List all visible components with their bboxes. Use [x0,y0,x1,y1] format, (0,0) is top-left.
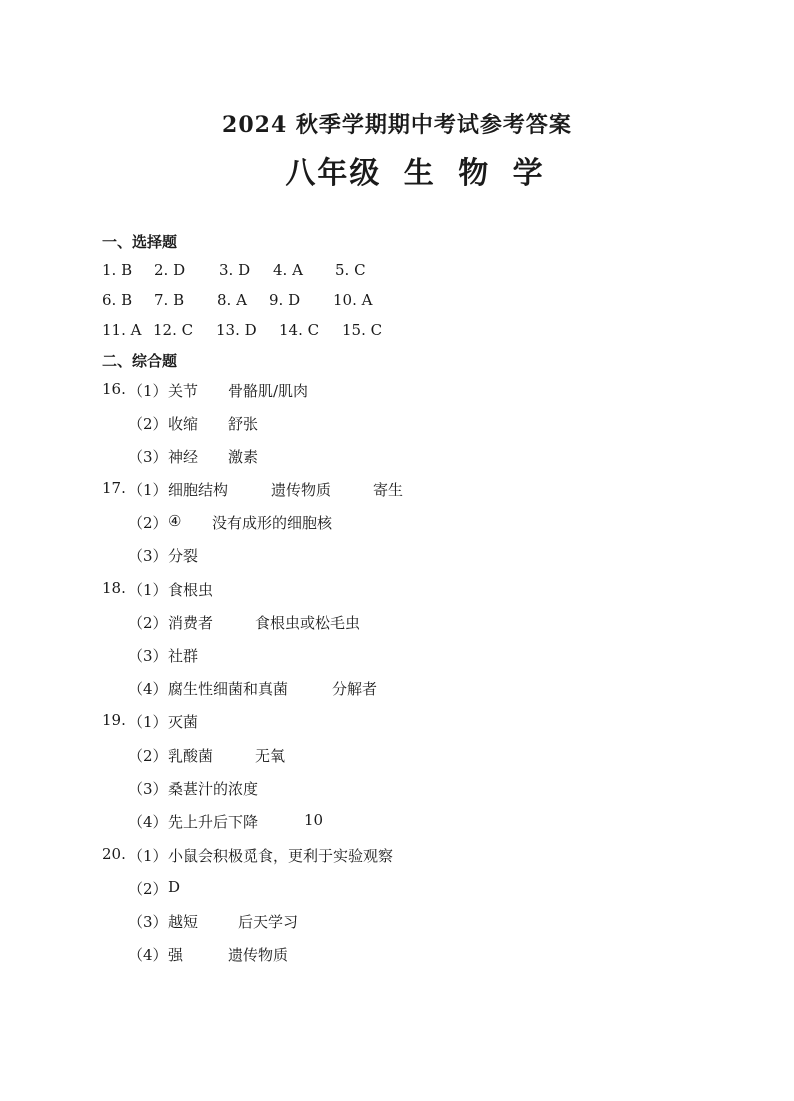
answer-text: 灭菌 [168,713,199,731]
choice-answer: 3. D [219,261,251,279]
answer-text: 先上升后下降 [168,813,259,831]
page-subtitle: 八年级 生 物 学 [285,156,545,191]
answer-text: 没有成形的细胞核 [212,514,333,532]
part-label: （3） [128,780,168,798]
choice-answer: 7. B [154,291,185,309]
answer-text: 腐生性细菌和真菌 [168,680,289,698]
answer-text: ④ [168,512,182,530]
answer-text: 骨骼肌/肌肉 [228,382,309,400]
answer-text: 桑葚汁的浓度 [168,780,259,798]
answer-text: 遗传物质 [271,481,332,499]
part-label: （3） [128,913,168,931]
choice-answer: 4. A [273,261,303,279]
question-number: 18. [102,579,126,597]
choice-answer: 13. D [216,321,257,339]
question-number: 19. [102,711,126,729]
choice-answer: 14. C [279,321,320,339]
part-label: （3） [128,448,168,466]
choice-answer: 8. A [217,291,247,309]
answer-text: 激素 [228,448,259,466]
part-label: （2） [128,415,168,433]
question-number: 16. [102,380,126,398]
part-label: （1） [128,382,168,400]
choice-answer: 9. D [269,291,301,309]
choice-answer: 15. C [342,321,383,339]
answer-text: 食根虫 [168,581,214,599]
part-label: （1） [128,481,168,499]
answer-text: 舒张 [228,415,259,433]
part-label: （2） [128,614,168,632]
part-label: （3） [128,547,168,565]
answer-text: 消费者 [168,614,214,632]
question-number: 17. [102,479,126,497]
part-label: （2） [128,880,168,898]
choice-answer: 6. B [102,291,133,309]
answer-text: 分裂 [168,547,199,565]
choice-answer: 11. A [102,321,142,339]
part-label: （1） [128,847,168,865]
comprehensive-section-heading: 二、综合题 [102,352,178,370]
choice-answer: 2. D [154,261,186,279]
answer-text: 收缩 [168,415,199,433]
answer-text: 分解者 [332,680,378,698]
answer-text: 遗传物质 [228,946,289,964]
part-label: （4） [128,680,168,698]
part-label: （4） [128,946,168,964]
answer-text: 后天学习 [238,913,299,931]
part-label: （4） [128,813,168,831]
answer-text: 10 [304,811,324,829]
answer-text: D [168,878,181,896]
choice-answer: 1. B [102,261,133,279]
answer-text: 细胞结构 [168,481,229,499]
answer-text: 社群 [168,647,199,665]
part-label: （1） [128,581,168,599]
answer-text: 乳酸菌 [168,747,214,765]
page-title: 2024 秋季学期期中考试参考答案 [222,112,572,138]
part-label: （3） [128,647,168,665]
answer-text: 神经 [168,448,199,466]
answer-text: 无氧 [255,747,286,765]
answer-text: 强 [168,946,184,964]
answer-text: 寄生 [373,481,404,499]
choice-section-heading: 一、选择题 [102,233,178,251]
choice-answer: 12. C [153,321,194,339]
answer-text: 食根虫或松毛虫 [255,614,361,632]
choice-answer: 10. A [333,291,373,309]
choice-answer: 5. C [335,261,366,279]
part-label: （2） [128,514,168,532]
question-number: 20. [102,845,126,863]
answer-text: 越短 [168,913,199,931]
answer-text: 小鼠会积极觅食，更利于实验观察 [168,847,394,865]
part-label: （1） [128,713,168,731]
part-label: （2） [128,747,168,765]
answer-text: 关节 [168,382,199,400]
